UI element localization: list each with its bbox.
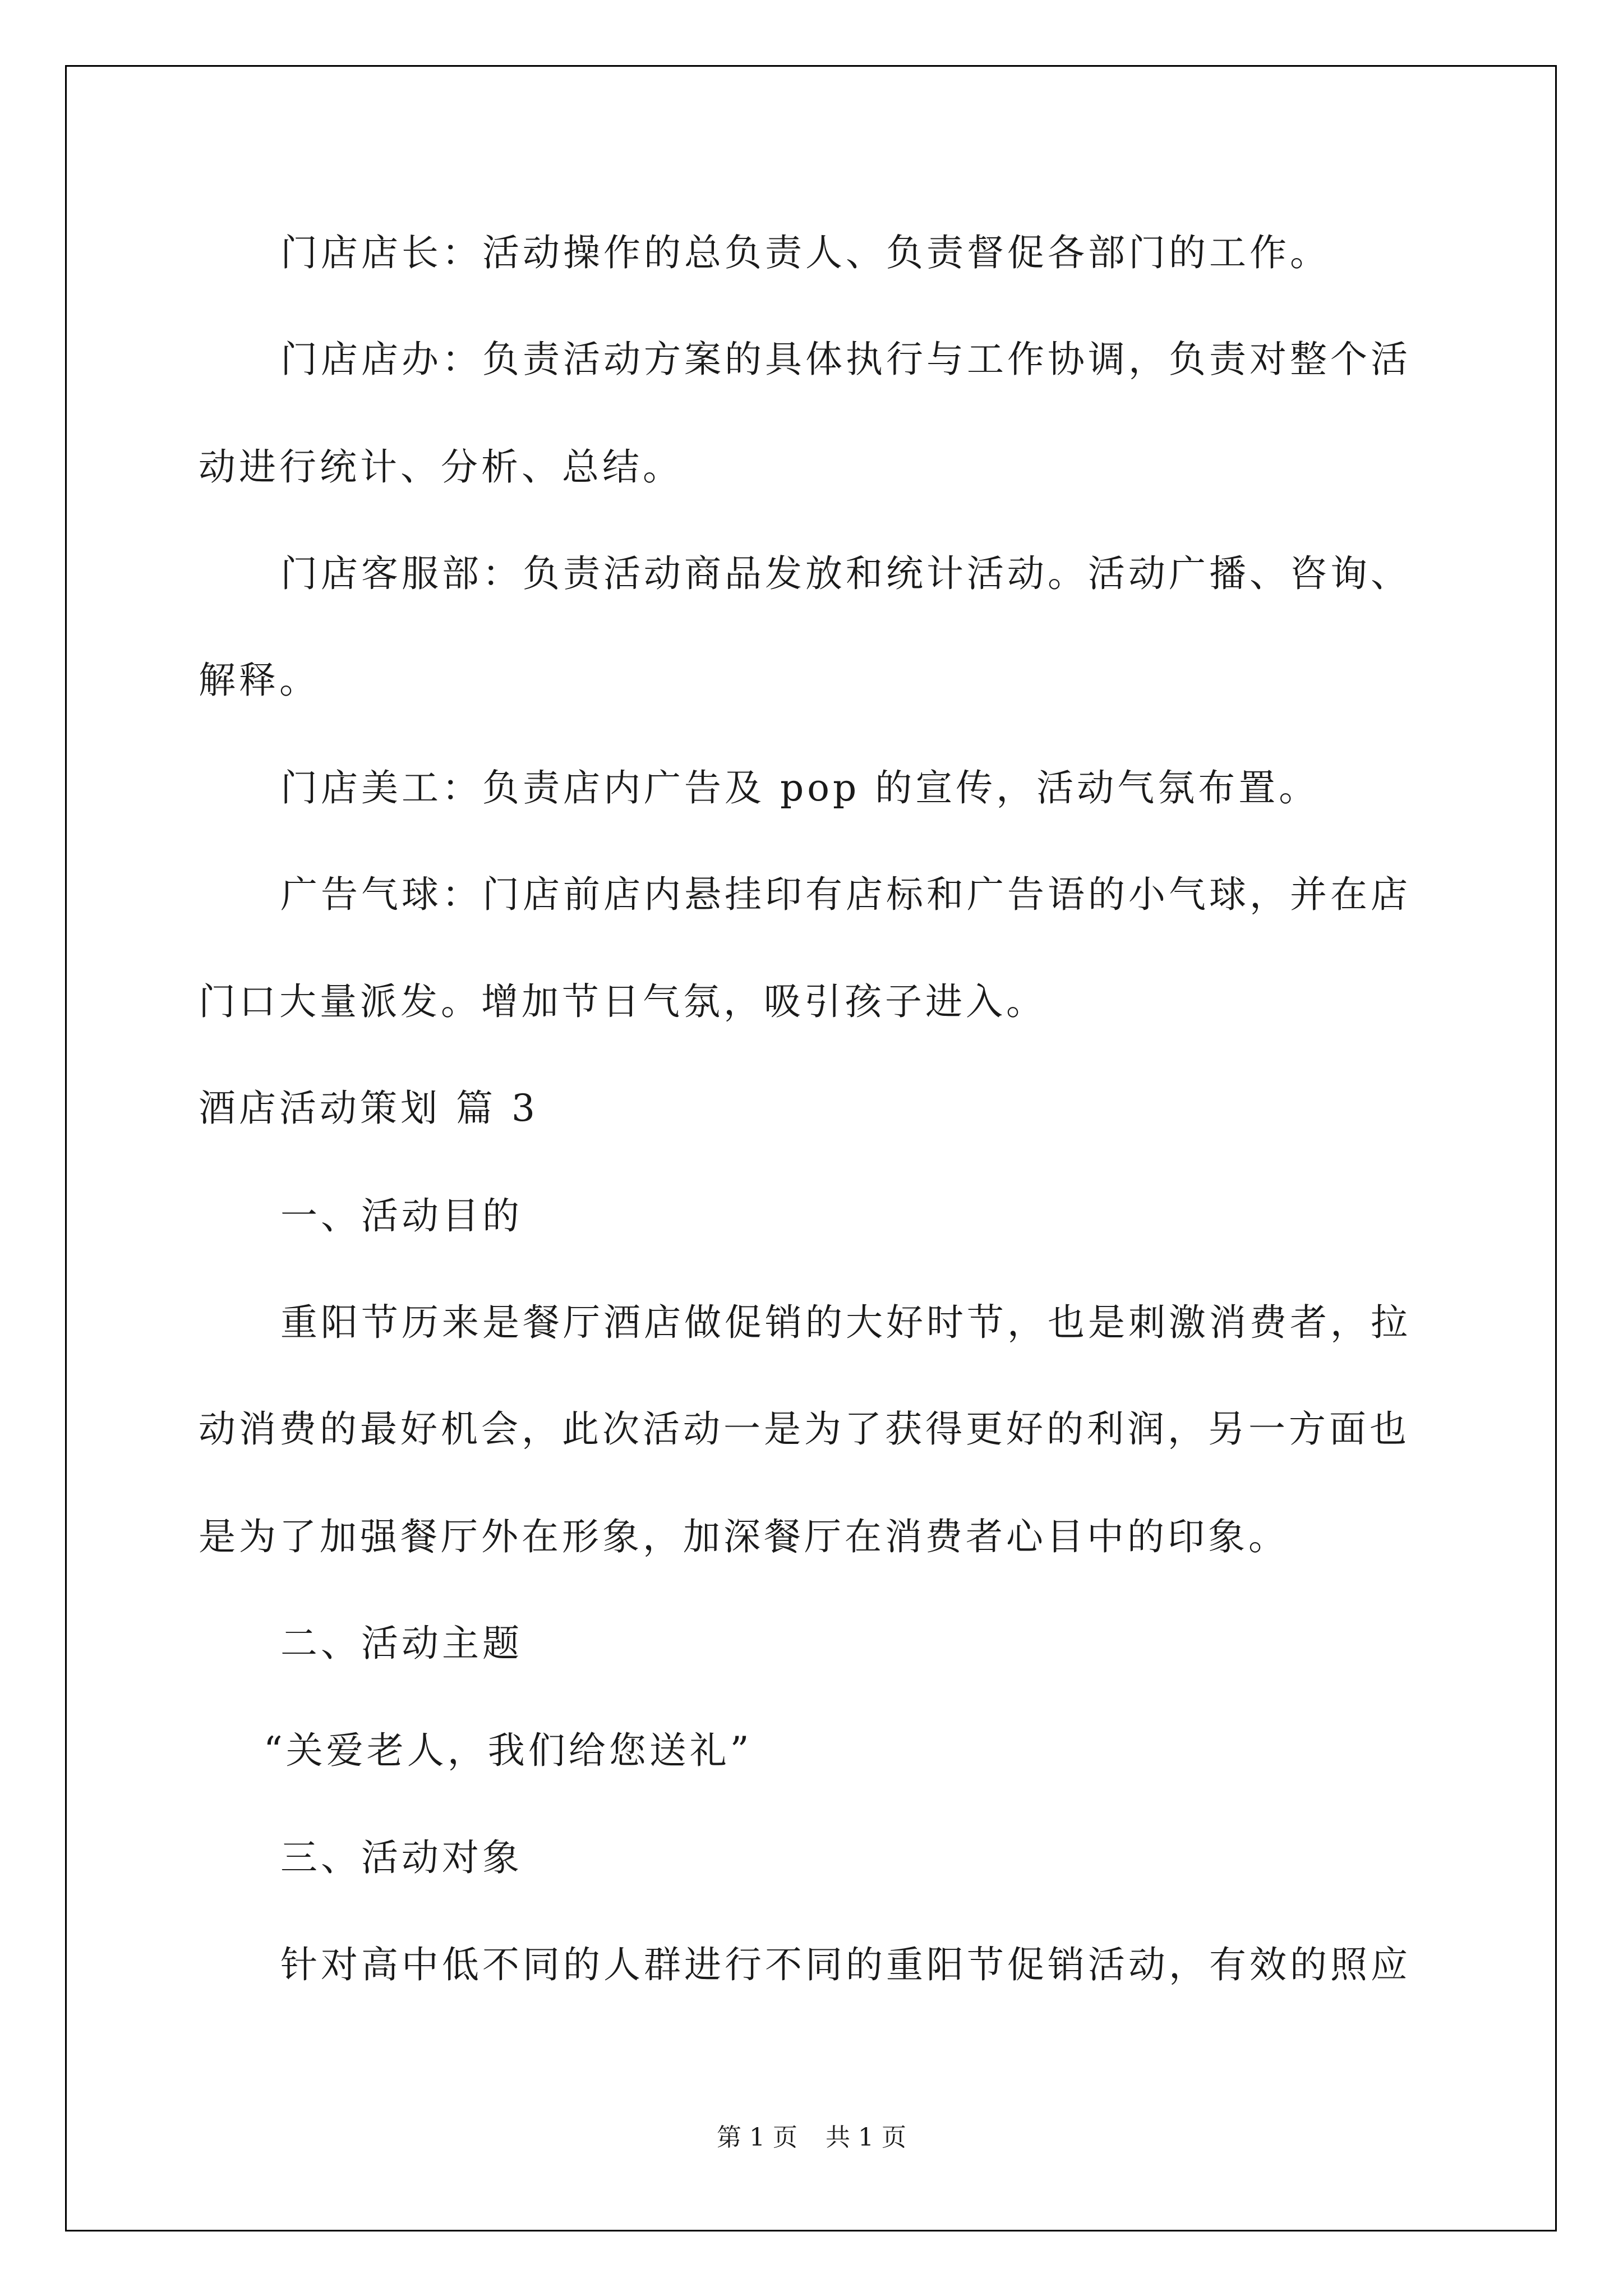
theme-quote: “关爱老人，我们给您送礼” <box>264 1729 753 1772</box>
section-heading: 酒店活动策划 篇 3 <box>199 1087 538 1130</box>
paragraph-line: 广告气球：门店前店内悬挂印有店标和广告语的小气球，并在店 <box>280 873 1411 916</box>
paragraph-line: 重阳节历来是餐厅酒店做促销的大好时节，也是刺激消费者，拉 <box>280 1301 1411 1344</box>
paragraph-line: 动进行统计、分析、总结。 <box>199 445 683 489</box>
paragraph-line: 门店店办：负责活动方案的具体执行与工作协调，负责对整个活 <box>280 338 1411 381</box>
subsection-heading: 一、活动目的 <box>280 1194 523 1237</box>
paragraph-line: 动消费的最好机会，此次活动一是为了获得更好的利润，另一方面也 <box>199 1407 1410 1451</box>
paragraph-line: 门店店长：活动操作的总负责人、负责督促各部门的工作。 <box>280 231 1330 274</box>
paragraph-line: 门店客服部：负责活动商品发放和统计活动。活动广播、咨询、 <box>280 552 1411 595</box>
page-number: 第 1 页 <box>717 2123 797 2152</box>
paragraph-line: 是为了加强餐厅外在形象，加深餐厅在消费者心目中的印象。 <box>199 1515 1289 1558</box>
page-total: 共 1 页 <box>826 2123 906 2152</box>
subsection-heading: 三、活动对象 <box>280 1836 523 1879</box>
subsection-heading: 二、活动主题 <box>280 1622 523 1665</box>
paragraph-line: 门口大量派发。增加节日气氛，吸引孩子进入。 <box>199 980 1046 1023</box>
page-footer <box>0 2125 1623 2150</box>
paragraph-line: 针对高中低不同的人群进行不同的重阳节促销活动，有效的照应 <box>280 1943 1411 1986</box>
paragraph-line: 解释。 <box>199 659 320 702</box>
page-frame <box>65 65 1557 2231</box>
paragraph-line: 门店美工：负责店内广告及 pop 的宣传，活动气氛布置。 <box>280 766 1320 809</box>
